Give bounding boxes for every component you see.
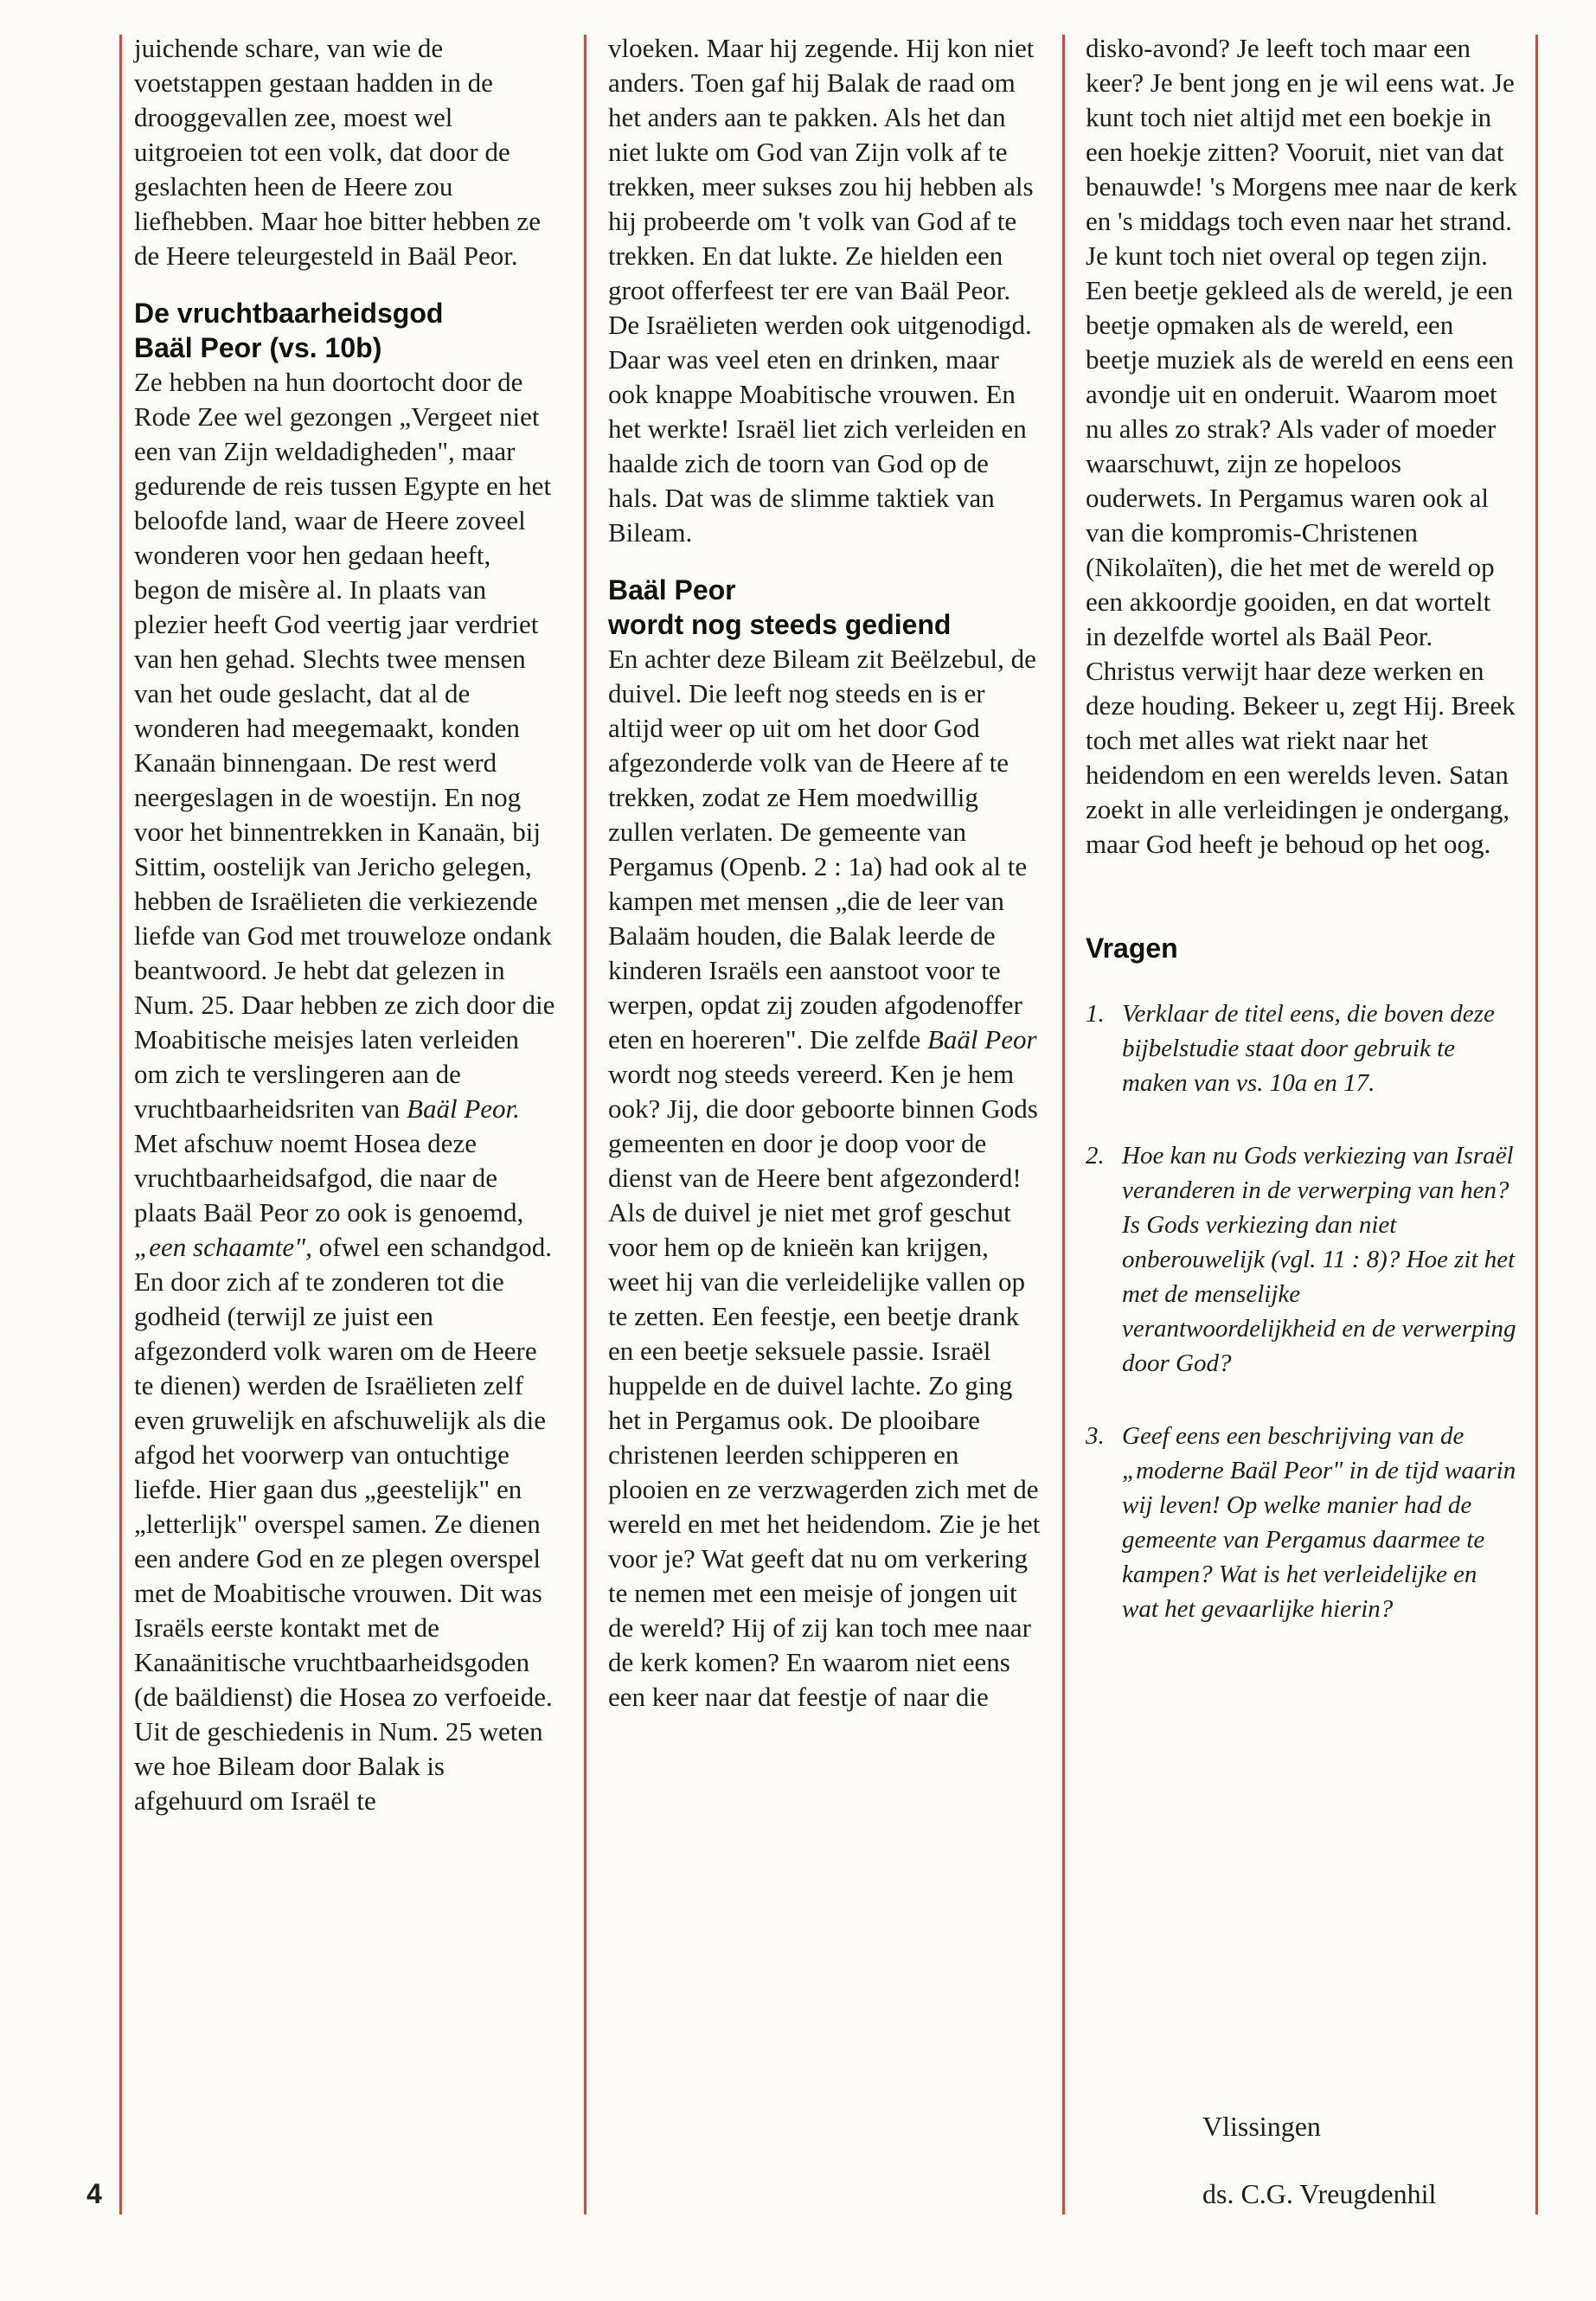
questions-list: [1086, 997, 1518, 1626]
column-rule-right: [1535, 35, 1538, 2214]
emphasis: Baäl Peor: [926, 1024, 1037, 1054]
emphasis: „een schaamte",: [134, 1232, 312, 1262]
question-item: [1086, 1138, 1518, 1381]
question-text: Geef eens een beschrijving van de „moderne Baäl Peor" in de tijd waarin wij leven! Op welke manier had de gemeente van Pergamus daarmee te kampen? Wat is het verleidelijke en wat het gevaarlijke hierin?: [1122, 1422, 1516, 1623]
left-column: [134, 31, 558, 1818]
heading-line: Baäl Peor: [608, 574, 736, 606]
intro-paragraph: juichende schare, van wie de voetstappen gestaan hadden in de drooggevallen zee, moest wel uitgroeien tot een volk, dat door de geslachten heen de Heere zou liefhebben. Maar hoe bitter hebben ze de Heere teleurgesteld in Baäl Peor.: [134, 33, 541, 271]
question-item: [1086, 1419, 1518, 1626]
question-number: 3.: [1086, 1422, 1105, 1450]
question-number: 1.: [1086, 1000, 1105, 1028]
heading-line: Baäl Peor (vs. 10b): [134, 332, 382, 363]
body-paragraph: Ze hebben na hun doortocht door de Rode Zee wel gezongen „Vergeet niet een van Zijn weldadigheden", maar gedurende de reis tussen Egypte en het beloofde land, waar de Heere zoveel wonderen voor hen gedaan heeft, begon de misère al. In plaats van plezier heeft God veertig jaar verdriet van hen gehad. Slechts twee mensen van het oude geslacht, dat al de wonderen had meegemaakt, konden Kanaän binnengaan. De rest werd neergeslagen in de woestijn. En nog voor het binnentrekken in Kanaän, bij Sittim, oostelijk van Jericho gelegen, hebben de Israëlieten die verkiezende liefde van God met trouweloze ondank beantwoord. Je hebt dat gelezen in Num. 25. Daar hebben ze zich door die Moabitische meisjes laten verleiden om zich te verslingeren aan de vruchtbaarheidsriten van Baäl Peor.: [134, 367, 555, 1124]
signature-place: Vlissingen: [1202, 2111, 1321, 2142]
section-heading-fertility-god: [134, 296, 558, 365]
question-number: 2.: [1086, 1142, 1105, 1170]
heading-line: wordt nog steeds gediend: [608, 609, 952, 640]
section-heading-still-served: [608, 573, 1041, 642]
middle-column: [608, 31, 1041, 1715]
right-column: [1086, 31, 1518, 1664]
body-paragraph: Met afschuw noemt Hosea deze vruchtbaarheidsafgod, die naar de plaats Baäl Peor zo ook is genoemd, „een schaamte", ofwel een schandgod. En door zich af te zonderen tot die godheid (terwijl ze juist een afgezonderd volk waren om de Heere te dienen) werden de Israëlieten zelf even gruwelijk en afschuwelijk als die afgod het voorwerp van ontuchtige liefde. Hier gaan dus „geestelijk" en „letterlijk" overspel samen. Ze dienen een andere God en ze plegen overspel met de Moabitische vrouwen. Dit was Israëls eerste kontakt met de Kanaänitische vruchtbaarheidsgoden (de baäldienst) die Hosea zo verfoeide.: [134, 1128, 553, 1712]
emphasis: Baäl Peor.: [407, 1093, 520, 1124]
body-paragraph: Uit de geschiedenis in Num. 25 weten we hoe Bileam door Balak is afgehuurd om Israël te: [134, 1716, 543, 1816]
column-rule-middle-left: [584, 35, 586, 2214]
question-text: Hoe kan nu Gods verkiezing van Israël veranderen in de verwerping van hen? Is Gods verkiezing dan niet onberouwelijk (vgl. 11 : 8)? Hoe zit het met de menselijke verantwoordelijkheid en de verwerping door God?: [1122, 1142, 1516, 1377]
column-rule-left: [119, 35, 122, 2214]
body-paragraph: En achter deze Bileam zit Beëlzebul, de duivel. Die leeft nog steeds en is er altijd weer op uit om het door God afgezonderde volk van de Heere af te trekken, zodat ze Hem moedwillig zullen verlaten. De gemeente van Pergamus (Openb. 2 : 1a) had ook al te kampen met mensen „die de leer van Balaäm houden, die Balak leerde de kinderen Israëls een aanstoot voor te werpen, opdat zij zouden afgodenoffer eten en hoereren". Die zelfde Baäl Peor wordt nog steeds vereerd. Ken je hem ook? Jij, die door geboorte binnen Gods gemeenten en door je doop voor de dienst van de Heere bent afgezonderd! Als de duivel je niet met grof geschut voor hem op de knieën kan krijgen, weet hij van die verleidelijke vallen op te zetten. Een feestje, een beetje drank en een beetje seksuele passie. Israël huppelde en de duivel lachte. Zo ging het in Pergamus ook. De plooibare christenen leerden schipperen en plooien en ze verzwagerden zich met de wereld en met het heidendom. Zie je het voor je? Wat geeft dat nu om verkering te nemen met een meisje of jongen uit de wereld? Hij of zij kan toch mee naar de kerk komen? En waarom niet eens een keer naar dat feestje of naar die: [608, 644, 1041, 1712]
heading-line: De vruchtbaarheidsgod: [134, 298, 444, 329]
body-paragraph: vloeken. Maar hij zegende. Hij kon niet anders. Toen gaf hij Balak de raad om het anders aan te pakken. Als het dan niet lukte om God van Zijn volk af te trekken, meer sukses zou hij hebben als hij probeerde om 't volk van God af te trekken. En dat lukte. Ze hielden een groot offerfeest ter ere van Baäl Peor. De Israëlieten werden ook uitgenodigd. Daar was veel eten en drinken, maar ook knappe Moabitische vrouwen. En het werkte! Israël liet zich verleiden en haalde zich de toorn van God op de hals. Dat was de slimme taktiek van Bileam.: [608, 33, 1035, 548]
signature-author: ds. C.G. Vreugdenhil: [1202, 2178, 1437, 2209]
body-paragraph: disko-avond? Je leeft toch maar een keer? Je bent jong en je wil eens wat. Je kunt toch niet altijd met een boekje in een hoekje zitten? Vooruit, niet van dat benauwde! 's Morgens mee naar de kerk en 's middags toch even naar het strand. Je kunt toch niet overal op tegen zijn. Een beetje gekleed als de wereld, je een beetje opmaken als de wereld, een beetje muziek als de wereld en eens een avondje uit en onderuit. Waarom moet nu alles zo strak? Als vader of moeder waarschuwt, zijn ze hopeloos ouderwets. In Pergamus waren ook al van die kompromis-Christenen (Nikolaïten), die het met de wereld op een akkoordje gooiden, en dat wortelt in dezelfde wortel als Baäl Peor. Christus verwijt haar deze werken en deze houding. Bekeer u, zegt Hij. Breek toch met alles wat riekt naar het heidendom en een werelds leven. Satan zoekt in alle verleidingen je ondergang, maar God heeft je behoud op het oog.: [1086, 33, 1518, 859]
question-item: [1086, 997, 1518, 1100]
page-number: 4: [87, 2178, 102, 2209]
question-text: Verklaar de titel eens, die boven deze bijbelstudie staat door gebruik te maken van vs. 10a en 17.: [1122, 1000, 1495, 1097]
column-rule-middle-right: [1062, 35, 1065, 2214]
questions-heading: Vragen: [1086, 933, 1178, 964]
